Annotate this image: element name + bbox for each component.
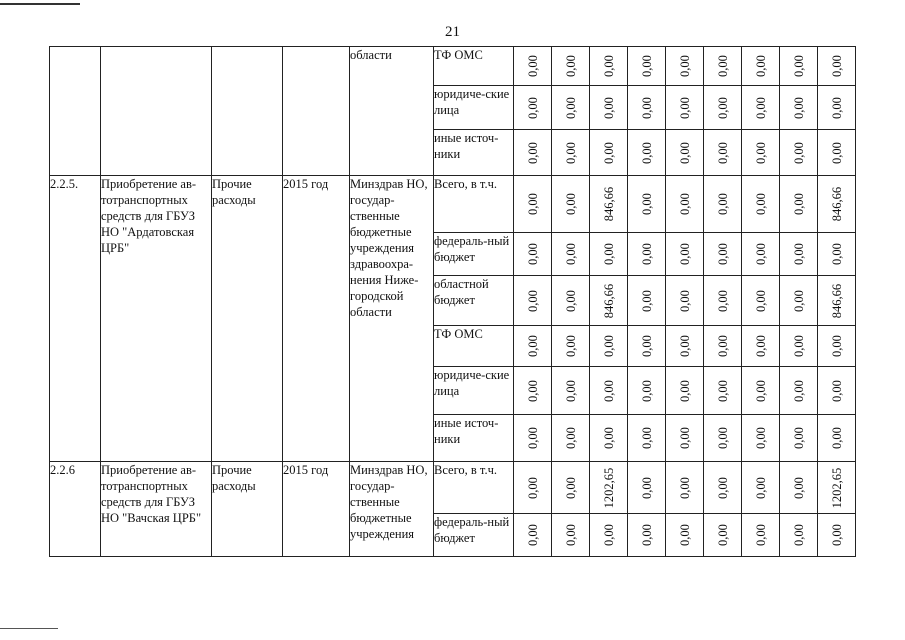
- value-cell: [666, 326, 704, 367]
- value-cell-text: 0,00: [525, 289, 540, 312]
- value-cell-text: 0,00: [639, 524, 654, 546]
- item-year-text: 2015 год: [283, 177, 329, 191]
- value-cell-text: 0,00: [791, 335, 806, 357]
- value-cell-text: 0,00: [791, 141, 806, 164]
- source-label-text: федераль-ный бюджет: [434, 234, 510, 264]
- value-cell-text: 0,00: [753, 141, 768, 164]
- value-cell-text: 0,00: [753, 335, 768, 357]
- value-cell-text: 0,00: [753, 243, 768, 265]
- source-label-text: иные источ-ники: [434, 131, 499, 161]
- value-cell-text: 0,00: [791, 289, 806, 312]
- item-responsible: [350, 47, 434, 176]
- value-cell: [818, 233, 856, 276]
- value-cell-text: 0,00: [791, 427, 806, 449]
- value-cell: [704, 47, 742, 86]
- value-cell: [590, 233, 628, 276]
- value-cell-text: 0,00: [601, 243, 616, 265]
- table-row: [50, 462, 856, 514]
- value-cell-text: 0,00: [715, 243, 730, 265]
- value-cell: [552, 130, 590, 176]
- value-cell: [552, 47, 590, 86]
- item-type: [212, 176, 283, 462]
- value-cell-text: 0,00: [791, 379, 806, 402]
- value-cell-text: 0,00: [715, 476, 730, 499]
- value-cell-text: 0,00: [715, 55, 730, 77]
- value-cell: [628, 326, 666, 367]
- source-label: [434, 326, 514, 367]
- value-cell: [628, 367, 666, 415]
- value-cell-text: 0,00: [639, 335, 654, 357]
- value-cell-text: 0,00: [753, 96, 768, 119]
- value-cell: [742, 47, 780, 86]
- item-responsible-text: Минздрав НО, государ-ственные бюджетные учреждения здравоохра-нения Ниже-городской области: [350, 177, 428, 319]
- item-name-text: Приобретение ав-тотранспортных средств для ГБУЗ НО "Ардатовская ЦРБ": [101, 177, 197, 255]
- value-cell: [818, 462, 856, 514]
- item-number: [50, 176, 101, 462]
- value-cell: [742, 176, 780, 233]
- value-cell-text: 846,66: [829, 283, 844, 318]
- value-cell-text: 0,00: [639, 243, 654, 265]
- value-cell: [704, 326, 742, 367]
- item-type-text: Прочие расходы: [212, 177, 256, 207]
- value-cell-text: 0,00: [639, 289, 654, 312]
- value-cell: [704, 367, 742, 415]
- value-cell-text: 0,00: [525, 243, 540, 265]
- source-label: [434, 514, 514, 557]
- value-cell-text: 846,66: [601, 186, 616, 222]
- value-cell: [704, 176, 742, 233]
- value-cell: [742, 514, 780, 557]
- value-cell-text: 0,00: [525, 476, 540, 499]
- value-cell: [628, 276, 666, 326]
- value-cell: [552, 276, 590, 326]
- value-cell-text: 0,00: [639, 96, 654, 119]
- value-cell: [552, 367, 590, 415]
- budget-table: [49, 46, 856, 557]
- item-name: [101, 47, 212, 176]
- value-cell: [666, 233, 704, 276]
- value-cell-text: 0,00: [677, 289, 692, 312]
- value-cell: [666, 130, 704, 176]
- value-cell-text: 0,00: [525, 379, 540, 402]
- value-cell-text: 0,00: [753, 379, 768, 402]
- value-cell-text: 0,00: [677, 243, 692, 265]
- value-cell-text: 0,00: [791, 96, 806, 119]
- value-cell: [704, 86, 742, 130]
- value-cell-text: 0,00: [791, 55, 806, 77]
- value-cell-text: 0,00: [829, 243, 844, 265]
- value-cell-text: 0,00: [525, 427, 540, 449]
- value-cell: [666, 514, 704, 557]
- item-type: [212, 47, 283, 176]
- value-cell-text: 0,00: [829, 141, 844, 164]
- source-label-text: юридиче-ские лица: [434, 87, 510, 117]
- source-label-text: ТФ ОМС: [434, 48, 483, 62]
- value-cell: [666, 176, 704, 233]
- value-cell-text: 0,00: [715, 193, 730, 215]
- value-cell: [514, 367, 552, 415]
- source-label-text: федераль-ный бюджет: [434, 515, 510, 545]
- source-label-text: Всего, в т.ч.: [434, 177, 497, 191]
- item-type-text: Прочие расходы: [212, 463, 256, 493]
- value-cell: [628, 233, 666, 276]
- value-cell-text: 0,00: [753, 289, 768, 312]
- value-cell-text: 0,00: [601, 427, 616, 449]
- item-name-text: Приобретение ав-тотранспортных средств для ГБУЗ НО "Вачская ЦРБ": [101, 463, 202, 525]
- value-cell-text: 0,00: [563, 55, 578, 77]
- value-cell: [666, 47, 704, 86]
- source-label: [434, 367, 514, 415]
- item-number: [50, 462, 101, 557]
- value-cell: [818, 514, 856, 557]
- value-cell-text: 0,00: [753, 55, 768, 77]
- value-cell: [590, 176, 628, 233]
- value-cell-text: 0,00: [677, 141, 692, 164]
- value-cell: [628, 130, 666, 176]
- value-cell-text: 0,00: [829, 55, 844, 77]
- value-cell-text: 0,00: [677, 193, 692, 215]
- value-cell-text: 0,00: [639, 427, 654, 449]
- value-cell: [514, 514, 552, 557]
- value-cell: [704, 276, 742, 326]
- value-cell: [742, 367, 780, 415]
- value-cell-text: 0,00: [791, 243, 806, 265]
- value-cell-text: 0,00: [715, 141, 730, 164]
- value-cell: [552, 462, 590, 514]
- value-cell-text: 1202,65: [829, 467, 844, 508]
- value-cell: [590, 462, 628, 514]
- value-cell: [666, 462, 704, 514]
- item-year: [283, 47, 350, 176]
- value-cell: [552, 233, 590, 276]
- value-cell: [590, 86, 628, 130]
- source-label: [434, 233, 514, 276]
- value-cell: [514, 415, 552, 462]
- value-cell-text: 0,00: [791, 524, 806, 546]
- value-cell-text: 0,00: [639, 379, 654, 402]
- value-cell-text: 0,00: [563, 379, 578, 402]
- item-responsible-text: Минздрав НО, государ-ственные бюджетные учреждения: [350, 463, 428, 541]
- value-cell-text: 0,00: [639, 141, 654, 164]
- value-cell: [818, 326, 856, 367]
- value-cell: [704, 514, 742, 557]
- value-cell-text: 0,00: [563, 96, 578, 119]
- source-label: [434, 462, 514, 514]
- value-cell-text: 0,00: [829, 96, 844, 119]
- value-cell: [552, 415, 590, 462]
- value-cell-text: 0,00: [829, 335, 844, 357]
- value-cell: [742, 462, 780, 514]
- value-cell: [628, 462, 666, 514]
- value-cell: [818, 47, 856, 86]
- value-cell-text: 0,00: [753, 524, 768, 546]
- value-cell: [818, 415, 856, 462]
- item-number-text: 2.2.5.: [50, 177, 79, 191]
- value-cell: [704, 130, 742, 176]
- value-cell: [628, 86, 666, 130]
- value-cell: [818, 367, 856, 415]
- value-cell: [818, 86, 856, 130]
- item-responsible-text: области: [350, 48, 392, 62]
- value-cell-text: 0,00: [525, 193, 540, 215]
- source-label: [434, 415, 514, 462]
- value-cell-text: 0,00: [525, 55, 540, 77]
- item-year: [283, 462, 350, 557]
- table-row: [50, 47, 856, 86]
- value-cell-text: 1202,65: [601, 467, 616, 508]
- table-body: [50, 47, 856, 557]
- value-cell: [666, 415, 704, 462]
- value-cell-text: 0,00: [601, 55, 616, 77]
- value-cell: [552, 86, 590, 130]
- value-cell-text: 0,00: [525, 335, 540, 357]
- value-cell-text: 0,00: [601, 524, 616, 546]
- source-label: [434, 86, 514, 130]
- value-cell: [628, 514, 666, 557]
- value-cell: [704, 415, 742, 462]
- value-cell-text: 0,00: [677, 379, 692, 402]
- value-cell: [666, 86, 704, 130]
- value-cell-text: 0,00: [563, 289, 578, 312]
- value-cell: [818, 130, 856, 176]
- value-cell-text: 0,00: [677, 427, 692, 449]
- value-cell: [514, 47, 552, 86]
- value-cell-text: 0,00: [829, 427, 844, 449]
- corner-rule: [0, 3, 80, 5]
- value-cell: [742, 233, 780, 276]
- value-cell: [742, 86, 780, 130]
- source-label-text: иные источ-ники: [434, 416, 499, 446]
- value-cell-text: 0,00: [601, 96, 616, 119]
- value-cell-text: 0,00: [677, 335, 692, 357]
- value-cell-text: 0,00: [753, 193, 768, 215]
- value-cell-text: 0,00: [563, 524, 578, 546]
- value-cell: [552, 514, 590, 557]
- value-cell-text: 0,00: [563, 335, 578, 357]
- source-label: [434, 47, 514, 86]
- value-cell-text: 0,00: [677, 476, 692, 499]
- value-cell-text: 0,00: [677, 96, 692, 119]
- value-cell: [780, 233, 818, 276]
- page-number: 21: [445, 24, 460, 40]
- value-cell: [666, 367, 704, 415]
- value-cell: [780, 326, 818, 367]
- value-cell-text: 0,00: [791, 476, 806, 499]
- value-cell-text: 0,00: [791, 193, 806, 215]
- value-cell: [780, 130, 818, 176]
- value-cell: [742, 130, 780, 176]
- value-cell-text: 0,00: [639, 55, 654, 77]
- value-cell: [818, 176, 856, 233]
- table-row: [50, 176, 856, 233]
- value-cell-text: 0,00: [525, 96, 540, 119]
- value-cell: [780, 47, 818, 86]
- value-cell-text: 0,00: [563, 141, 578, 164]
- value-cell-text: 0,00: [601, 379, 616, 402]
- source-label: [434, 276, 514, 326]
- value-cell: [628, 415, 666, 462]
- value-cell: [704, 462, 742, 514]
- value-cell: [780, 415, 818, 462]
- source-label-text: юридиче-ские лица: [434, 368, 510, 398]
- value-cell: [780, 514, 818, 557]
- value-cell: [742, 415, 780, 462]
- value-cell: [590, 514, 628, 557]
- value-cell: [514, 462, 552, 514]
- value-cell: [590, 326, 628, 367]
- value-cell-text: 0,00: [715, 335, 730, 357]
- value-cell-text: 0,00: [753, 427, 768, 449]
- value-cell-text: 0,00: [677, 524, 692, 546]
- source-label-text: ТФ ОМС: [434, 327, 483, 341]
- value-cell-text: 0,00: [829, 379, 844, 402]
- value-cell: [590, 276, 628, 326]
- value-cell-text: 846,66: [601, 283, 616, 318]
- value-cell: [514, 86, 552, 130]
- value-cell-text: 0,00: [829, 524, 844, 546]
- value-cell-text: 0,00: [563, 427, 578, 449]
- value-cell: [514, 176, 552, 233]
- value-cell-text: 0,00: [715, 96, 730, 119]
- value-cell-text: 0,00: [525, 524, 540, 546]
- item-type: [212, 462, 283, 557]
- value-cell-text: 0,00: [715, 524, 730, 546]
- item-responsible: [350, 176, 434, 462]
- value-cell: [552, 326, 590, 367]
- value-cell-text: 0,00: [639, 476, 654, 499]
- value-cell: [780, 462, 818, 514]
- value-cell-text: 0,00: [525, 141, 540, 164]
- source-label: [434, 130, 514, 176]
- value-cell-text: 0,00: [563, 476, 578, 499]
- item-number: [50, 47, 101, 176]
- value-cell: [780, 176, 818, 233]
- value-cell: [590, 367, 628, 415]
- value-cell: [514, 233, 552, 276]
- value-cell: [590, 415, 628, 462]
- item-year: [283, 176, 350, 462]
- value-cell: [628, 47, 666, 86]
- item-year-text: 2015 год: [283, 463, 329, 477]
- value-cell: [666, 276, 704, 326]
- item-responsible: [350, 462, 434, 557]
- value-cell: [780, 86, 818, 130]
- value-cell: [552, 176, 590, 233]
- value-cell: [514, 130, 552, 176]
- value-cell-text: 0,00: [715, 427, 730, 449]
- value-cell-text: 0,00: [715, 289, 730, 312]
- value-cell: [590, 130, 628, 176]
- value-cell: [780, 276, 818, 326]
- value-cell: [818, 276, 856, 326]
- value-cell-text: 0,00: [601, 335, 616, 357]
- source-label-text: областной бюджет: [434, 277, 489, 307]
- value-cell-text: 0,00: [715, 379, 730, 402]
- footer-rule: [0, 628, 58, 629]
- value-cell: [628, 176, 666, 233]
- value-cell-text: 0,00: [677, 55, 692, 77]
- value-cell: [514, 276, 552, 326]
- value-cell-text: 0,00: [563, 193, 578, 215]
- value-cell-text: 846,66: [829, 186, 844, 222]
- item-number-text: 2.2.6: [50, 463, 75, 477]
- item-name: [101, 462, 212, 557]
- value-cell-text: 0,00: [563, 243, 578, 265]
- value-cell-text: 0,00: [601, 141, 616, 164]
- item-name: [101, 176, 212, 462]
- value-cell: [590, 47, 628, 86]
- value-cell: [742, 276, 780, 326]
- value-cell-text: 0,00: [753, 476, 768, 499]
- value-cell: [514, 326, 552, 367]
- source-label-text: Всего, в т.ч.: [434, 463, 497, 477]
- value-cell-text: 0,00: [639, 193, 654, 215]
- value-cell: [780, 367, 818, 415]
- value-cell: [742, 326, 780, 367]
- source-label: [434, 176, 514, 233]
- value-cell: [704, 233, 742, 276]
